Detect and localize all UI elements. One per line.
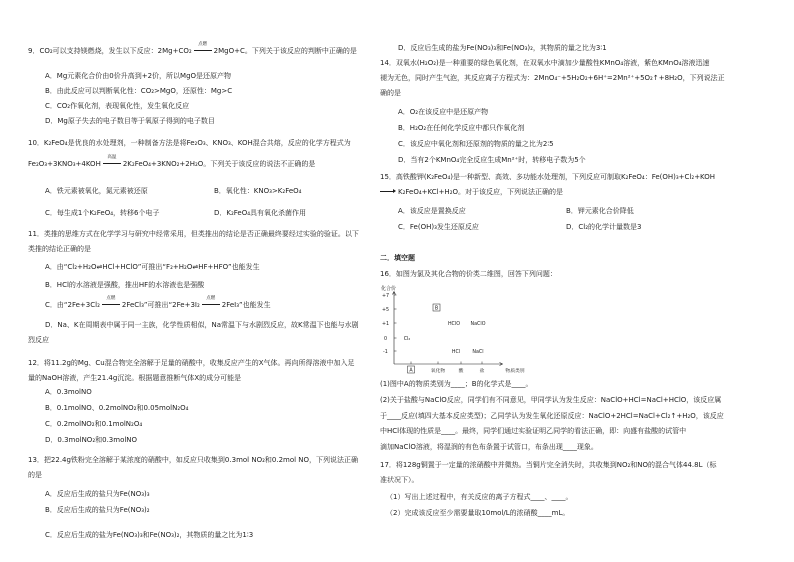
reaction-bar <box>202 304 220 305</box>
q13-stem-line1: 13．把22.4g铁粉完全溶解于某浓度的硝酸中，如反应只收集到0.3mol NO₂和0.2mol NO，下列说法正确 <box>28 456 359 464</box>
q11-option-c-part3: 2FeI₃”也能发生 <box>221 301 271 309</box>
y-tick-label: -1 <box>383 350 388 355</box>
q10-option-d: D．K₂FeO₄具有氧化杀菌作用 <box>214 209 307 217</box>
q16-part1: (1)图中A的物质类别为____；B的化学式是____。 <box>380 380 533 388</box>
species-hclo: HClO <box>447 322 461 327</box>
q16-part2-line1: (2)关于盐酸与NaClO反应，同学们有不同意见，甲同学认为发生反应：NaClO+HCl=NaCl+HClO，该反应属 <box>380 396 722 404</box>
q17-stem-line2: 准状况下）。 <box>380 476 419 484</box>
species-naclo: NaClO <box>470 322 486 327</box>
q16-part2-line4: 滴加NaClO溶液，将湿润的有色布条置于试管口，布条出现____现象。 <box>380 443 598 451</box>
q10-equation-right: 2K₂FeO₄+3KNO₂+2H₂O。下列关于该反应的说法不正确的是 <box>122 160 316 168</box>
q12-stem-line1: 12．将11.2g的Mg、Cu混合物完全溶解于足量的硝酸中，收集反应产生的X气体。再向所得溶液中加入足 <box>28 359 355 367</box>
condition-label: 点燃 <box>206 296 216 301</box>
q17-part1: （1）写出上述过程中，有关反应的离子方程式____、____。 <box>386 493 573 501</box>
q15-option-d: D．Cl₂的化学计量数是3 <box>566 223 642 231</box>
q17-part2: （2）完成该反应至少需要量取10mol/L的浓硝酸____mL。 <box>386 509 570 517</box>
reaction-bar <box>103 163 121 164</box>
q13-stem-line2: 的是 <box>28 471 42 479</box>
q15-stem-line1: 15．高铁酸钾(K₂FeO₄)是一种新型、高效、多功能水处理剂，下列反应可制取K₂FeO₄：Fe(OH)₃+Cl₂+KOH <box>380 173 716 181</box>
q16-stem: 16．如图为氯及其化合物的价类二维图，回答下列问题： <box>380 270 557 278</box>
y-tick-label: +7 <box>382 294 390 299</box>
q11-option-d-line2: 烈反应 <box>28 336 49 344</box>
box-b-label: B <box>434 306 439 312</box>
q9-option-b: B．由此反应可以判断氧化性：CO₂>MgO，还原性：Mg>C <box>45 87 233 95</box>
q14-option-b: B．H₂O₂在任何化学反应中都只作氧化剂 <box>398 124 525 132</box>
q14-stem-line1: 14．双氧水(H₂O₂)是一种重要的绿色氧化剂，在双氧水中滴加少量酸性KMnO₄溶液，紫色KMnO₄溶液迅速 <box>380 59 710 67</box>
q13-option-a: A．反应后生成的盐只为Fe(NO₃)₃ <box>45 490 150 498</box>
y-tick-label: +5 <box>382 308 390 313</box>
x-category-acid: 酸 <box>458 369 464 374</box>
q12-option-b: B．0.1molNO、0.2molNO₂和0.05molN₂O₄ <box>45 404 189 412</box>
condition-label: 点燃 <box>198 42 208 47</box>
y-tick-label: 0 <box>384 337 388 342</box>
q11-stem-line2: 类推的结论正确的是 <box>28 245 91 253</box>
q10-option-a: A．铁元素被氧化，氮元素被还原 <box>45 187 148 195</box>
section-title-fill-in: 二．填空题 <box>380 254 415 262</box>
x-category-oxide: 氧化物 <box>430 369 446 374</box>
q15-option-b: B．钾元素化合价降低 <box>566 207 634 215</box>
q13-option-d: D．反应后生成的盐为Fe(NO₃)₃和Fe(NO₃)₂，其物质的量之比为3∶1 <box>398 44 607 52</box>
reaction-arrow-icon <box>380 187 396 194</box>
q15-equation-products: K₂FeO₄+KCl+H₂O。对于该反应，下列说法正确的是 <box>398 188 564 196</box>
q11-option-c-part2: 2FeCl₃”可推出“2Fe+3I₂ <box>121 301 200 309</box>
condition-label: 高温 <box>107 155 117 160</box>
reaction-bar <box>102 304 120 305</box>
q10-stem-line1: 10．K₂FeO₄是优良的水处理剂，一种制备方法是将Fe₂O₃、KNO₃、KOH混合共熔，反应的化学方程式为 <box>28 139 351 147</box>
q14-option-d: D．当有2个KMnO₄完全反应生成Mn²⁺时，转移电子数为5个 <box>398 156 586 164</box>
reaction-condition <box>102 155 122 166</box>
q17-stem-line1: 17．将128g铜置于一定量的浓硝酸中并微热。当铜片完全消失时，共收集到NO₂和NO的混合气体44.8L（标 <box>380 461 717 469</box>
box-a-label: A <box>409 368 413 374</box>
condition-label: 点燃 <box>106 296 116 301</box>
q11-option-c <box>45 296 271 310</box>
q11-option-c-part1: C．由“2Fe+3Cl₂ <box>45 301 100 309</box>
q15-option-a: A．该反应是置换反应 <box>398 207 466 215</box>
species-nacl: NaCl <box>472 350 484 355</box>
q12-option-d: D．0.3molNO₂和0.3molNO <box>45 436 138 444</box>
q9-option-d: D．Mg原子失去的电子数目等于氧原子得到的电子数目 <box>45 117 215 125</box>
q15-stem-line2 <box>380 187 563 197</box>
q9-stem <box>28 42 357 56</box>
q11-stem-line1: 11．类推的思维方式在化学学习与研究中经常采用，但类推出的结论是否正确最终要经过实验的验证。以下 <box>28 230 359 238</box>
reaction-condition <box>193 42 213 53</box>
reaction-condition <box>201 296 221 307</box>
q9-stem-text-b: 2MgO+C。下列关于该反应的判断中正确的是 <box>213 47 357 55</box>
q11-option-a: A．由“Cl₂+H₂O⇌HCl+HClO”可推出“F₂+H₂O⇌HF+HFO”也能发生 <box>45 263 260 271</box>
q10-option-c: C．每生成1个K₂FeO₄，转移6个电子 <box>45 209 160 217</box>
y-tick-label: +1 <box>382 322 390 327</box>
species-hcl: HCl <box>451 350 461 355</box>
q14-option-c: C．该反应中氧化剂和还原剂的物质的量之比为2∶5 <box>398 140 554 148</box>
q14-stem-line2: 褪为无色，同时产生气泡，其反应离子方程式为：2MnO₄⁻+5H₂O₂+6H⁺=2Mn²⁺+5O₂↑+8H₂O，下列说法正 <box>380 74 725 82</box>
q11-option-d-line1: D．Na、K在周期表中属于同一主族，化学性质相似，Na常温下与水剧烈反应，故K常温下也能与水剧 <box>45 321 359 329</box>
q13-option-b: B．反应后生成的盐只为Fe(NO₃)₂ <box>45 506 150 514</box>
q13-option-c: C．反应后生成的盐为Fe(NO₃)₃和Fe(NO₃)₂，其物质的量之比为1∶3 <box>45 531 254 539</box>
q9-option-c: C．CO₂作氧化剂，表现氧化性，发生氧化反应 <box>45 102 190 110</box>
q10-equation-left: Fe₂O₃+3KNO₃+4KOH <box>28 160 101 168</box>
q12-option-a: A．0.3molNO <box>45 388 92 396</box>
q9-option-a: A．Mg元素化合价由0价升高到+2价，所以MgO是还原产物 <box>45 72 232 80</box>
x-category-salt: 盐 <box>479 369 485 374</box>
q12-stem-line2: 量的NaOH溶液，产生21.4g沉淀。根据题意推断气体X的成分可能是 <box>28 374 242 382</box>
q16-part2-line3: 中HCl体现的性质是____。最终，同学们通过实验证明乙同学的看法正确，即：向盛有盐酸的试管中 <box>380 427 687 435</box>
x-axis-title: 物质类别 <box>505 369 525 374</box>
q10-equation <box>28 155 316 169</box>
right-column <box>376 0 790 562</box>
q15-option-c: C．Fe(OH)₃发生还原反应 <box>398 223 479 231</box>
species-cl2: Cl₂ <box>403 337 411 342</box>
q16-part2-line2: 于____反应(填四大基本反应类型)；乙同学认为发生氧化还原反应：NaClO+2HCl=NaCl+Cl₂↑+H₂O，该反应 <box>380 412 724 420</box>
chlorine-valence-class-diagram <box>378 282 528 377</box>
q10-option-b: B．氧化性：KNO₃>K₂FeO₄ <box>214 187 302 195</box>
reaction-bar <box>194 50 212 51</box>
y-axis-title: 化合价 <box>381 286 397 292</box>
q11-option-b: B．HCl的水溶液是强酸，推出HF的水溶液也是强酸 <box>45 281 205 289</box>
q9-stem-text-a: 9．CO₂可以支持镁燃烧，发生以下反应：2Mg+CO₂ <box>28 47 192 55</box>
left-column <box>0 0 376 562</box>
q14-stem-line3: 确的是 <box>380 89 401 97</box>
q14-option-a: A．O₂在该反应中是还原产物 <box>398 108 489 116</box>
reaction-condition <box>101 296 121 307</box>
q12-option-c: C．0.2molNO₂和0.1molN₂O₄ <box>45 420 143 428</box>
